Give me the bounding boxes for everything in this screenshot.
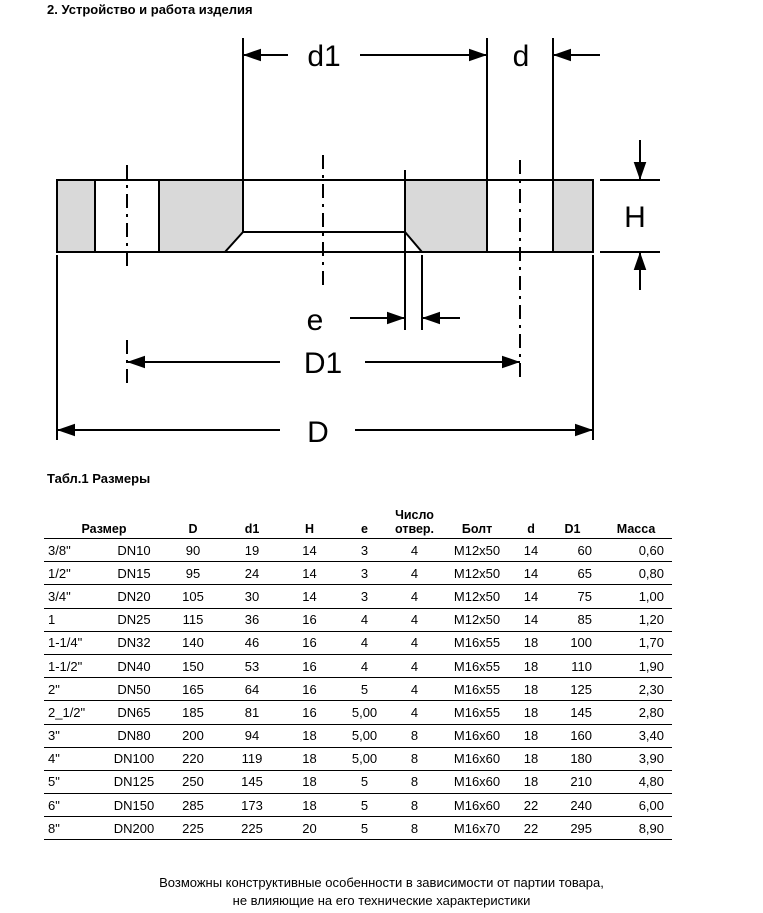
cell-bolt: M16x55 [437, 654, 517, 677]
cell-d: 18 [517, 678, 545, 701]
cell-H: 18 [282, 794, 337, 817]
cell-size-dn: DN20 [104, 585, 164, 608]
cell-holes: 4 [392, 562, 437, 585]
cell-d: 18 [517, 747, 545, 770]
cell-size-dn: DN100 [104, 747, 164, 770]
cell-size-inch: 3/8" [44, 539, 104, 562]
cell-holes: 8 [392, 747, 437, 770]
table-row [44, 608, 672, 631]
cell-holes: 4 [392, 585, 437, 608]
cell-d: 18 [517, 770, 545, 793]
cell-e: 5,00 [337, 701, 392, 724]
cell-mass: 6,00 [600, 794, 672, 817]
label-D1: D1 [303, 347, 343, 380]
cell-mass: 0,80 [600, 562, 672, 585]
header-bolt: Болт [437, 492, 517, 539]
cell-D1: 60 [545, 539, 600, 562]
cell-bolt: M16x55 [437, 631, 517, 654]
cell-size-inch: 4" [44, 747, 104, 770]
table-row [44, 701, 672, 724]
cell-size-dn: DN150 [104, 794, 164, 817]
cell-D1: 100 [545, 631, 600, 654]
table-row [44, 654, 672, 677]
cell-d1: 36 [222, 608, 282, 631]
cell-bolt: M16x60 [437, 747, 517, 770]
cell-e: 5 [337, 770, 392, 793]
table-row [44, 562, 672, 585]
cell-H: 20 [282, 817, 337, 840]
cell-d1: 94 [222, 724, 282, 747]
cell-e: 5,00 [337, 724, 392, 747]
cell-H: 18 [282, 770, 337, 793]
cell-size-dn: DN65 [104, 701, 164, 724]
cell-mass: 8,90 [600, 817, 672, 840]
cell-d: 18 [517, 654, 545, 677]
cell-D1: 210 [545, 770, 600, 793]
cell-bolt: M16x60 [437, 794, 517, 817]
cell-size-dn: DN50 [104, 678, 164, 701]
cell-D: 90 [164, 539, 222, 562]
cell-d1: 53 [222, 654, 282, 677]
cell-size-dn: DN15 [104, 562, 164, 585]
cell-D1: 75 [545, 585, 600, 608]
table-header-row [44, 492, 672, 539]
cell-bolt: M12x50 [437, 562, 517, 585]
cell-size-inch: 1 [44, 608, 104, 631]
cell-e: 5 [337, 794, 392, 817]
cell-size-inch: 2" [44, 678, 104, 701]
cell-e: 3 [337, 539, 392, 562]
cell-size-inch: 3/4" [44, 585, 104, 608]
cell-size-dn: DN32 [104, 631, 164, 654]
cell-D: 200 [164, 724, 222, 747]
cell-D1: 295 [545, 817, 600, 840]
cell-e: 5 [337, 678, 392, 701]
cell-D1: 85 [545, 608, 600, 631]
header-d: d [517, 492, 545, 539]
cell-mass: 1,20 [600, 608, 672, 631]
dimensions-table [44, 492, 672, 840]
cell-d: 22 [517, 817, 545, 840]
cell-d1: 119 [222, 747, 282, 770]
cell-D1: 180 [545, 747, 600, 770]
cell-e: 3 [337, 562, 392, 585]
cell-H: 14 [282, 539, 337, 562]
cell-d1: 19 [222, 539, 282, 562]
cell-size-dn: DN125 [104, 770, 164, 793]
section-title: 2. Устройство и работа изделия [47, 2, 253, 17]
cell-H: 16 [282, 678, 337, 701]
cell-size-inch: 1-1/2" [44, 654, 104, 677]
cell-holes: 8 [392, 770, 437, 793]
cell-size-dn: DN25 [104, 608, 164, 631]
cell-d1: 173 [222, 794, 282, 817]
cell-H: 18 [282, 724, 337, 747]
cell-mass: 3,90 [600, 747, 672, 770]
cell-mass: 1,70 [600, 631, 672, 654]
cell-size-dn: DN10 [104, 539, 164, 562]
cell-d: 14 [517, 539, 545, 562]
cell-D: 225 [164, 817, 222, 840]
table-row [44, 724, 672, 747]
header-holes [392, 492, 437, 539]
cell-D1: 110 [545, 654, 600, 677]
cell-holes: 4 [392, 608, 437, 631]
cell-D: 150 [164, 654, 222, 677]
cell-H: 16 [282, 608, 337, 631]
cell-D1: 65 [545, 562, 600, 585]
header-size: Размер [44, 492, 164, 539]
cell-d1: 64 [222, 678, 282, 701]
table-row [44, 678, 672, 701]
cell-D1: 145 [545, 701, 600, 724]
cell-H: 14 [282, 585, 337, 608]
cell-size-inch: 3" [44, 724, 104, 747]
cell-D: 220 [164, 747, 222, 770]
cell-H: 14 [282, 562, 337, 585]
cell-d1: 145 [222, 770, 282, 793]
footnote-line1: Возможны конструктивные особенности в зависимости от партии товара, [159, 875, 604, 890]
cell-d1: 30 [222, 585, 282, 608]
cell-D: 140 [164, 631, 222, 654]
cell-bolt: M12x50 [437, 585, 517, 608]
cell-mass: 1,90 [600, 654, 672, 677]
cell-D: 165 [164, 678, 222, 701]
cell-mass: 1,00 [600, 585, 672, 608]
footnote-line2: не влияющие на его технические характеристики [232, 893, 531, 908]
cell-D1: 160 [545, 724, 600, 747]
cell-size-inch: 8" [44, 817, 104, 840]
table-row [44, 747, 672, 770]
cell-size-inch: 6" [44, 794, 104, 817]
header-e: e [337, 492, 392, 539]
table-title: Табл.1 Размеры [47, 471, 151, 486]
label-H: H [624, 201, 646, 234]
cell-holes: 4 [392, 701, 437, 724]
cell-d1: 24 [222, 562, 282, 585]
cell-d: 14 [517, 608, 545, 631]
cell-d: 14 [517, 585, 545, 608]
header-H: H [282, 492, 337, 539]
table-row [44, 539, 672, 562]
cell-size-inch: 1-1/4" [44, 631, 104, 654]
cell-mass: 0,60 [600, 539, 672, 562]
cell-bolt: M16x55 [437, 701, 517, 724]
cell-e: 4 [337, 654, 392, 677]
cell-holes: 4 [392, 631, 437, 654]
cell-D: 105 [164, 585, 222, 608]
cell-H: 16 [282, 701, 337, 724]
footnote [0, 874, 763, 910]
cell-d: 18 [517, 631, 545, 654]
cell-d: 22 [517, 794, 545, 817]
cell-e: 4 [337, 608, 392, 631]
cell-holes: 8 [392, 724, 437, 747]
cell-e: 4 [337, 631, 392, 654]
cell-mass: 2,30 [600, 678, 672, 701]
header-mass: Масса [600, 492, 672, 539]
cell-holes: 8 [392, 817, 437, 840]
cell-mass: 4,80 [600, 770, 672, 793]
cell-bolt: M16x60 [437, 770, 517, 793]
cell-bolt: M12x50 [437, 608, 517, 631]
cell-e: 3 [337, 585, 392, 608]
cell-D: 185 [164, 701, 222, 724]
header-holes-line2: отвер. [395, 522, 435, 536]
cell-holes: 8 [392, 794, 437, 817]
header-holes-line1: Число [395, 508, 434, 522]
table-body [44, 539, 672, 840]
cell-size-dn: DN80 [104, 724, 164, 747]
table-row [44, 585, 672, 608]
label-D: D [307, 416, 329, 449]
cell-d: 18 [517, 701, 545, 724]
cell-bolt: M16x60 [437, 724, 517, 747]
cell-holes: 4 [392, 654, 437, 677]
cell-holes: 4 [392, 678, 437, 701]
cell-H: 18 [282, 747, 337, 770]
cell-d: 14 [517, 562, 545, 585]
table-row [44, 817, 672, 840]
header-d1: d1 [222, 492, 282, 539]
cell-D: 115 [164, 608, 222, 631]
header-D: D [164, 492, 222, 539]
label-e: e [306, 304, 324, 337]
cell-size-dn: DN40 [104, 654, 164, 677]
cell-H: 16 [282, 654, 337, 677]
cell-mass: 2,80 [600, 701, 672, 724]
cell-bolt: M16x55 [437, 678, 517, 701]
cell-H: 16 [282, 631, 337, 654]
cell-d1: 225 [222, 817, 282, 840]
cell-D: 285 [164, 794, 222, 817]
cell-e: 5 [337, 817, 392, 840]
cell-d1: 81 [222, 701, 282, 724]
cell-bolt: M16x70 [437, 817, 517, 840]
cell-size-inch: 1/2" [44, 562, 104, 585]
cell-size-inch: 5" [44, 770, 104, 793]
cell-D1: 125 [545, 678, 600, 701]
cell-D1: 240 [545, 794, 600, 817]
label-d1: d1 [307, 40, 341, 73]
header-D1: D1 [545, 492, 600, 539]
table-row [44, 631, 672, 654]
cell-e: 5,00 [337, 747, 392, 770]
cell-bolt: M12x50 [437, 539, 517, 562]
cell-D: 95 [164, 562, 222, 585]
cell-d: 18 [517, 724, 545, 747]
table-row [44, 770, 672, 793]
cell-size-inch: 2_1/2" [44, 701, 104, 724]
cell-d1: 46 [222, 631, 282, 654]
cell-holes: 4 [392, 539, 437, 562]
cell-D: 250 [164, 770, 222, 793]
table-row [44, 794, 672, 817]
cell-size-dn: DN200 [104, 817, 164, 840]
cell-mass: 3,40 [600, 724, 672, 747]
label-d: d [512, 40, 530, 73]
